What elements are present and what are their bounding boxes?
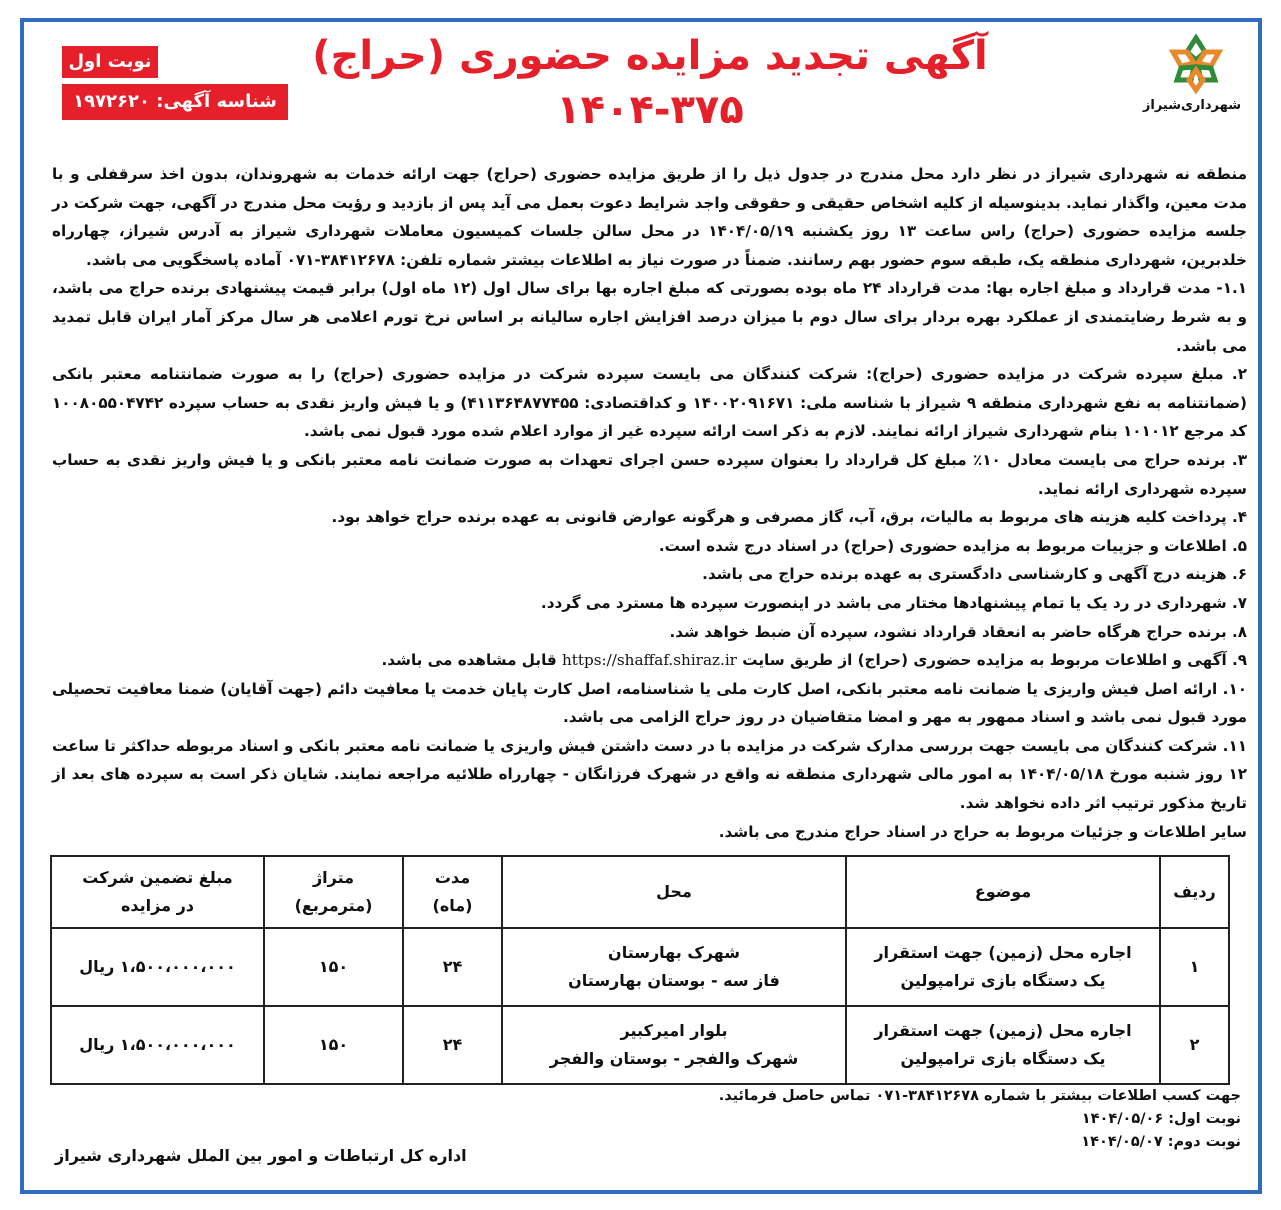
subject-l1: اجاره محل (زمین) جهت استقرار (874, 943, 1132, 962)
logo-text: شهرداری‌شیراز (1142, 98, 1241, 113)
location-l2: فاز سه - بوستان بهارستان (568, 971, 780, 990)
table-row (51, 1006, 1229, 1084)
header-duration (403, 856, 502, 928)
header-subject: موضوع (846, 856, 1160, 928)
intro-paragraph: منطقه نه شهرداری شیراز در نظر دارد محل مندرج در جدول ذیل را از طریق مزایده حضوری (حراج) جهت ارائه خدمات به شهروندان، بدون اخذ سرقفلی و با مدت معین، واگذار نماید. بدینوسیله از کلیه اشخاص حقیقی و حقوقی واجد شرایط دعوت بعمل می آید پس از بازدید و رؤیت محل مندرج در آگهی، جهت شرکت در جلسه مزایده حضوری (حراج) راس ساعت ۱۳ روز یکشنبه ۱۴۰۴/۰۵/۱۹ در محل سالن جلسات کمیسیون معاملات شهرداری شیراز به آدرس شیراز، چهارراه خلدبرین، شهرداری منطقه یک، طبقه سوم حضور بهم رسانند. ضمناً در صورت نیاز به اطلاعات بیشتر شماره تلفن: ۳۸۴۱۲۶۷۸-۰۷۱ آماده پاسخگویی می باشد. (52, 165, 1247, 269)
cell-deposit: ۱،۵۰۰،۰۰۰،۰۰۰ ریال (51, 1006, 264, 1084)
clause-4: ۴. پرداخت کلیه هزینه های مربوط به مالیات، برق، آب، گاز مصرفی و هرگونه عوارض قانونی به عهده برنده حراج خواهد بود. (331, 508, 1247, 527)
website-link[interactable]: https://shaffaf.shiraz.ir (562, 651, 737, 670)
second-round-date: نوبت دوم: ۱۴۰۴/۰۵/۰۷ (1081, 1134, 1241, 1150)
clause-11: ۱۱. شرکت کنندگان می بایست جهت بررسی مدارک شرکت در مزایده با در دست داشتن فیش واریزی یا ضمانت نامه معتبر بانکی و اسناد مربوطه حداکثر تا ساعت ۱۲ روز شنبه مورخ ۱۴۰۴/۰۵/۱۸ به امور مالی شهرداری منطقه نه واقع در شهرک فرزانگان - چهارراه طلائیه مراجعه نمایند. شایان ذکر است به سپرده های بعد از تاریخ مذکور ترتیب اثر داده نخواهد شد. (52, 736, 1247, 813)
first-round-date: نوبت اول: ۱۴۰۴/۰۵/۰۶ (1081, 1111, 1241, 1127)
issuer-signature: اداره کل ارتباطات و امور بین الملل شهرداری شیراز (55, 1146, 467, 1165)
location-l2: شهرک والفجر - بوستان والفجر (549, 1049, 799, 1068)
title-number: ۱۴۰۴-۳۷۵ (556, 87, 744, 133)
cell-row-number: ۲ (1160, 1006, 1229, 1084)
shiraz-municipality-logo (1142, 30, 1241, 113)
cell-location (502, 1006, 846, 1084)
header-area-l1: متراژ (312, 868, 355, 887)
cell-row-number: ۱ (1160, 928, 1229, 1006)
location-l1: بلوار امیرکبیر (620, 1021, 728, 1040)
clause-1-1: ۱.۱- مدت قرارداد و مبلغ اجاره بها: مدت قرارداد ۲۴ ماه بوده بصورتی که مبلغ اجاره بها برای سال اول (۱۲ ماه اول) برابر قیمت پیشنهادی برنده حراج می باشد، و به شرط رضایتمندی از عملکرد بهره بردار برای سال دوم با میزان درصد افزایش اجاره سالیانه بر اساس نرخ تورم اعلامی هر سال مرکز آمار ایران قابل تمدید می باشد. (52, 279, 1247, 355)
cell-duration: ۲۴ (403, 928, 502, 1006)
table-header-row (51, 856, 1229, 928)
clause-9-text: ۹. آگهی و اطلاعات مربوط به مزایده حضوری (حراج) از طریق سایت (736, 651, 1247, 670)
ad-body (52, 160, 1247, 846)
round-badge: نوبت اول (62, 46, 158, 78)
auction-table (50, 855, 1230, 1085)
title-line-1: آگهی تجدید مزایده حضوری (حراج) (312, 33, 988, 79)
page-title (260, 28, 1040, 136)
cell-area: ۱۵۰ (264, 928, 403, 1006)
clause-9 (52, 646, 1247, 675)
closing-note: سایر اطلاعات و جزئیات مربوط به حراج در اسناد حراج مندرج می باشد. (718, 822, 1247, 841)
header-location: محل (502, 856, 846, 928)
header-deposit-l2: در مزایده (120, 896, 195, 915)
cell-duration: ۲۴ (403, 1006, 502, 1084)
header-deposit (51, 856, 264, 928)
header-area-l2: (مترمربع) (294, 896, 373, 915)
footer-info (719, 1085, 1241, 1154)
clause-7: ۷. شهرداری در رد یک یا تمام پیشنهادها مختار می باشد در اینصورت سپرده ها مسترد می گردد. (540, 593, 1247, 612)
header-duration-l1: مدت (434, 868, 471, 887)
header-row-number: ردیف (1160, 856, 1229, 928)
clause-10: ۱۰. ارائه اصل فیش واریزی یا ضمانت نامه معتبر بانکی، اصل کارت ملی یا شناسنامه، اصل کارت پایان خدمت یا معافیت دائم (جهت آقایان) ضمنا معافیت تحصیلی مورد قبول نمی باشد و اسناد ممهور به مهر و امضا متقاضیان در روز حراج الزامی می باشد. (52, 679, 1247, 727)
cell-subject (846, 928, 1160, 1006)
clause-3: ۳. برنده حراج می بایست معادل ۱۰٪ مبلغ کل قرارداد را بعنوان سپرده حسن اجرای تعهدات به صورت ضمانت نامه معتبر بانکی و یا فیش واریز نقدی به حساب سپرده شهرداری ارائه نماید. (52, 450, 1247, 498)
cell-location (502, 928, 846, 1006)
clause-8: ۸. برنده حراج هرگاه حاضر به انعقاد قرارداد نشود، سپرده آن ضبط خواهد شد. (669, 622, 1247, 641)
clause-9-tail: قابل مشاهده می باشد. (381, 651, 563, 670)
subject-l2: یک دستگاه بازی ترامپولین (900, 1049, 1106, 1068)
location-l1: شهرک بهارستان (608, 943, 740, 962)
clause-5: ۵. اطلاعات و جزییات مربوط به مزایده حضوری (حراج) در اسناد درج شده است. (658, 536, 1247, 555)
header-duration-l2: (ماه) (432, 896, 473, 915)
cell-area: ۱۵۰ (264, 1006, 403, 1084)
ad-id-badge: شناسه آگهی: ۱۹۷۲۶۲۰ (62, 84, 288, 120)
cell-subject (846, 1006, 1160, 1084)
cell-deposit: ۱،۵۰۰،۰۰۰،۰۰۰ ریال (51, 928, 264, 1006)
header-deposit-l1: مبلغ تضمین شرکت (82, 868, 233, 887)
clause-2: ۲. مبلغ سپرده شرکت در مزایده حضوری (حراج): شرکت کنندگان می بایست سپرده شرکت در مزایده حضوری (حراج) را به صورت ضمانتنامه معتبر بانکی (ضمانتنامه به نفع شهرداری منطقه ۹ شیراز با شناسه ملی: ۱۴۰۰۲۰۹۱۶۷۱ و کداقتصادی: ۴۱۱۳۶۴۸۷۷۴۵۵) و یا فیش واریز نقدی به حساب سپرده ۱۰۰۸۰۵۵۰۴۷۴۲ کد مرجع ۱۰۱۰۱۲ بنام شهرداری شیراز ارائه نمایند. لازم به ذکر است ارائه سپرده غیر از موارد اعلام شده مورد قبول نمی باشد. (52, 365, 1247, 441)
subject-l2: یک دستگاه بازی ترامپولین (900, 971, 1106, 990)
clause-6: ۶. هزینه درج آگهی و کارشناسی دادگستری به عهده برنده حراج می باشد. (702, 565, 1247, 584)
header-area (264, 856, 403, 928)
contact-line: جهت کسب اطلاعات بیشتر با شماره ۳۸۴۱۲۶۷۸-۰۷۱ تماس حاصل فرمائید. (718, 1088, 1241, 1104)
subject-l1: اجاره محل (زمین) جهت استقرار (874, 1021, 1132, 1040)
flower-logo-icon (1161, 30, 1231, 96)
table-row (51, 928, 1229, 1006)
